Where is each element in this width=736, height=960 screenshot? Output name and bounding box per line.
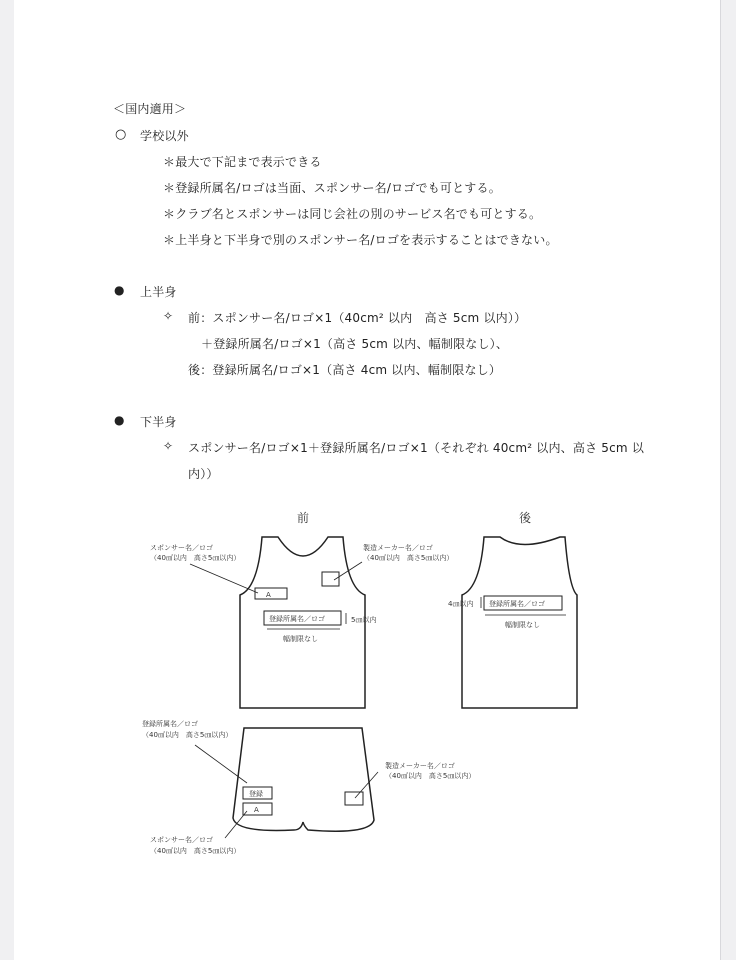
front-height-label: 5㎝以内 bbox=[351, 616, 377, 624]
upper-line: 後：登録所属名/ロゴ×1（高さ 4cm 以内、幅制限なし） bbox=[188, 363, 502, 377]
note: ＊最大で下記まで表示できる bbox=[163, 155, 322, 169]
shorts-box-a: A bbox=[254, 806, 259, 814]
front-sponsor-size: （40㎠以内 高さ5㎝以内） bbox=[150, 554, 241, 562]
front-width-label: 幅制限なし bbox=[283, 635, 318, 643]
shorts-outline bbox=[233, 728, 374, 831]
front-maker-size: （40㎠以内 高さ5㎝以内） bbox=[363, 554, 454, 562]
upper-line: ＋登録所属名/ロゴ×1（高さ 5cm 以内、幅制限なし）、 bbox=[201, 337, 509, 351]
box-a: A bbox=[266, 591, 271, 599]
lower-line: 内）） bbox=[188, 467, 219, 481]
note: ＊登録所属名/ロゴは当面、スポンサー名/ロゴでも可とする。 bbox=[163, 181, 501, 195]
front-sponsor-label: スポンサー名／ロゴ bbox=[150, 544, 213, 552]
front-club-box: 登録所属名／ロゴ bbox=[269, 615, 325, 623]
back-width-label: 幅制限なし bbox=[505, 621, 540, 629]
shorts-sponsor-label: スポンサー名／ロゴ bbox=[150, 836, 213, 844]
heading: ＜国内適用＞ bbox=[113, 102, 187, 116]
bullet-icon: ● bbox=[114, 283, 125, 297]
shorts-club-label: 登録所属名／ロゴ bbox=[142, 720, 198, 728]
circle-bullet-icon: ○ bbox=[115, 127, 127, 142]
back-title: 後 bbox=[518, 511, 532, 525]
sparkle-icon: ✧ bbox=[163, 439, 174, 453]
section-title: 上半身 bbox=[140, 285, 177, 299]
lower-line: スポンサー名/ロゴ×1＋登録所属名/ロゴ×1（それぞれ 40cm² 以内、高さ 5cm 以 bbox=[188, 441, 645, 455]
section-title: 学校以外 bbox=[140, 129, 189, 143]
shorts-maker-size: （40㎠以内 高さ5㎝以内） bbox=[385, 772, 476, 780]
section-title: 下半身 bbox=[140, 415, 177, 429]
front-title: 前 bbox=[296, 511, 310, 525]
shorts-club-box: 登録 bbox=[249, 790, 263, 798]
back-height-label: 4㎝以内 bbox=[448, 600, 474, 608]
bullet-icon: ● bbox=[114, 413, 125, 427]
note: ＊上半身と下半身で別のスポンサー名/ロゴを表示することはできない。 bbox=[163, 233, 558, 247]
sparkle-icon: ✧ bbox=[163, 309, 174, 323]
shorts-sponsor-size: （40㎠以内 高さ5㎝以内） bbox=[150, 847, 241, 855]
shorts-maker-label: 製造メーカー名／ロゴ bbox=[385, 762, 455, 770]
back-club-box: 登録所属名／ロゴ bbox=[489, 600, 545, 608]
shorts-club-size: （40㎠以内 高さ5㎝以内） bbox=[142, 731, 233, 739]
upper-line: 前：スポンサー名/ロゴ×1（40cm² 以内 高さ 5cm 以内）） bbox=[188, 311, 527, 325]
front-maker-label: 製造メーカー名／ロゴ bbox=[363, 544, 433, 552]
note: ＊クラブ名とスポンサーは同じ会社の別のサービス名でも可とする。 bbox=[163, 207, 542, 221]
